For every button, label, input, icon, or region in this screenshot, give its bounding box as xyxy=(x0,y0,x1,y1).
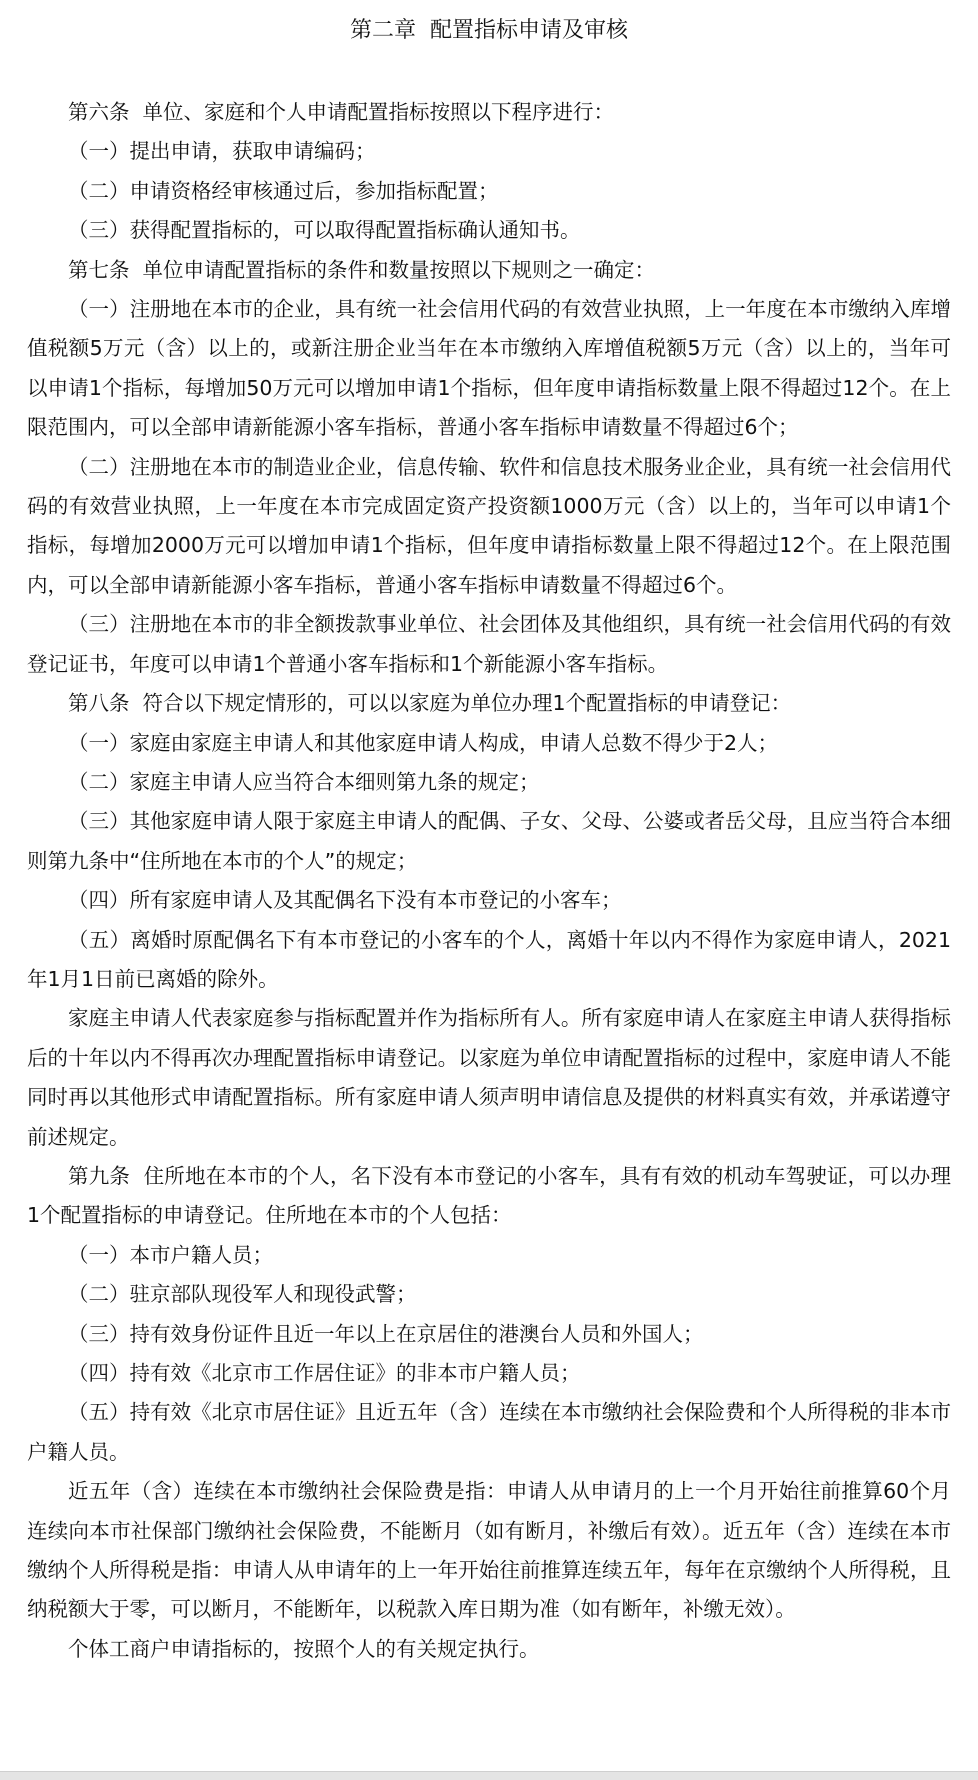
article-6-item-1: （一）提出申请，获取申请编码； xyxy=(68,139,376,164)
article-8-item-5: （五）离婚时原配偶名下有本市登记的小客车的个人，离婚十年以内不得作为家庭申请人，2021年1月1日前已离婚的除外。 xyxy=(27,927,951,991)
bottom-edge-strip xyxy=(0,1771,978,1780)
article-7-item-1: （一）注册地在本市的企业，具有统一社会信用代码的有效营业执照，上一年度在本市缴纳入库增值税额5万元（含）以上的，或新注册企业当年在本市缴纳入库增值税额5万元（含）以上的，当年可以申请1个指标，每增加50万元可以增加申请1个指标，但年度申请指标数量上限不得超过12个。在上限范围内，可以全部申请新能源小客车指标，普通小客车指标申请数量不得超过6个； xyxy=(27,297,951,440)
article-6-heading: 第六条 单位、家庭和个人申请配置指标按照以下程序进行： xyxy=(68,100,615,124)
article-9-heading: 第九条 住所地在本市的个人，名下没有本市登记的小客车，具有有效的机动车驾驶证，可以办理1个配置指标的申请登记。住所地在本市的个人包括： xyxy=(27,1163,951,1228)
article-9-note: 个体工商户申请指标的，按照个人的有关规定执行。 xyxy=(68,1636,540,1661)
article-8-item-1: （一）家庭由家庭主申请人和其他家庭申请人构成，申请人总数不得少于2人； xyxy=(68,730,779,755)
chapter-title: 第二章 配置指标申请及审核 xyxy=(350,18,628,43)
article-9-item-4: （四）持有效《北京市工作居住证》的非本市户籍人员； xyxy=(68,1361,581,1385)
article-9-definition: 近五年（含）连续在本市缴纳社会保险费是指：申请人从申请月的上一个月开始往前推算60个月连续向本市社保部门缴纳社会保险费，不能断月（如有断月，补缴后有效）。近五年（含）连续在本市缴纳个人所得税是指：申请人从申请年的上一年开始往前推算连续五年，每年在京缴纳个人所得税，且纳税额大于零，可以断月，不能断年，以税款入库日期为准（如有断年，补缴无效）。 xyxy=(27,1479,951,1622)
article-8-heading: 第八条 符合以下规定情形的，可以以家庭为单位办理1个配置指标的申请登记： xyxy=(68,691,792,716)
article-9-item-2: （二）驻京部队现役军人和现役武警； xyxy=(68,1282,417,1307)
document-body xyxy=(27,93,951,1669)
article-8-item-4: （四）所有家庭申请人及其配偶名下没有本市登记的小客车； xyxy=(68,888,622,913)
article-6-item-2: （二）申请资格经审核通过后，参加指标配置； xyxy=(68,178,499,203)
article-9-item-1: （一）本市户籍人员； xyxy=(68,1242,273,1267)
article-9-item-3: （三）持有效身份证件且近一年以上在京居住的港澳台人员和外国人； xyxy=(68,1321,704,1346)
article-8-item-2: （二）家庭主申请人应当符合本细则第九条的规定； xyxy=(68,769,540,794)
article-7-item-3: （三）注册地在本市的非全额拨款事业单位、社会团体及其他组织，具有统一社会信用代码的有效登记证书，年度可以申请1个普通小客车指标和1个新能源小客车指标。 xyxy=(27,612,951,676)
article-8-item-3: （三）其他家庭申请人限于家庭主申请人的配偶、子女、父母、公婆或者岳父母，且应当符合本细则第九条中“住所地在本市的个人”的规定； xyxy=(27,809,951,873)
article-7-heading: 第七条 单位申请配置指标的条件和数量按照以下规则之一确定： xyxy=(68,257,656,282)
article-9-item-5: （五）持有效《北京市居住证》且近五年（含）连续在本市缴纳社会保险费和个人所得税的非本市户籍人员。 xyxy=(27,1400,951,1464)
article-6-item-3: （三）获得配置指标的，可以取得配置指标确认通知书。 xyxy=(68,218,581,243)
article-7-item-2: （二）注册地在本市的制造业企业，信息传输、软件和信息技术服务业企业，具有统一社会信用代码的有效营业执照，上一年度在本市完成固定资产投资额1000万元（含）以上的，当年可以申请1个指标，每增加2000万元可以增加申请1个指标，但年度申请指标数量上限不得超过12个。在上限范围内，可以全部申请新能源小客车指标，普通小客车指标申请数量不得超过6个。 xyxy=(27,454,951,597)
article-8-note: 家庭主申请人代表家庭参与指标配置并作为指标所有人。所有家庭申请人在家庭主申请人获得指标后的十年以内不得再次办理配置指标申请登记。以家庭为单位申请配置指标的过程中，家庭申请人不能同时再以其他形式申请配置指标。所有家庭申请人须声明申请信息及提供的材料真实有效，并承诺遵守前述规定。 xyxy=(27,1006,951,1149)
